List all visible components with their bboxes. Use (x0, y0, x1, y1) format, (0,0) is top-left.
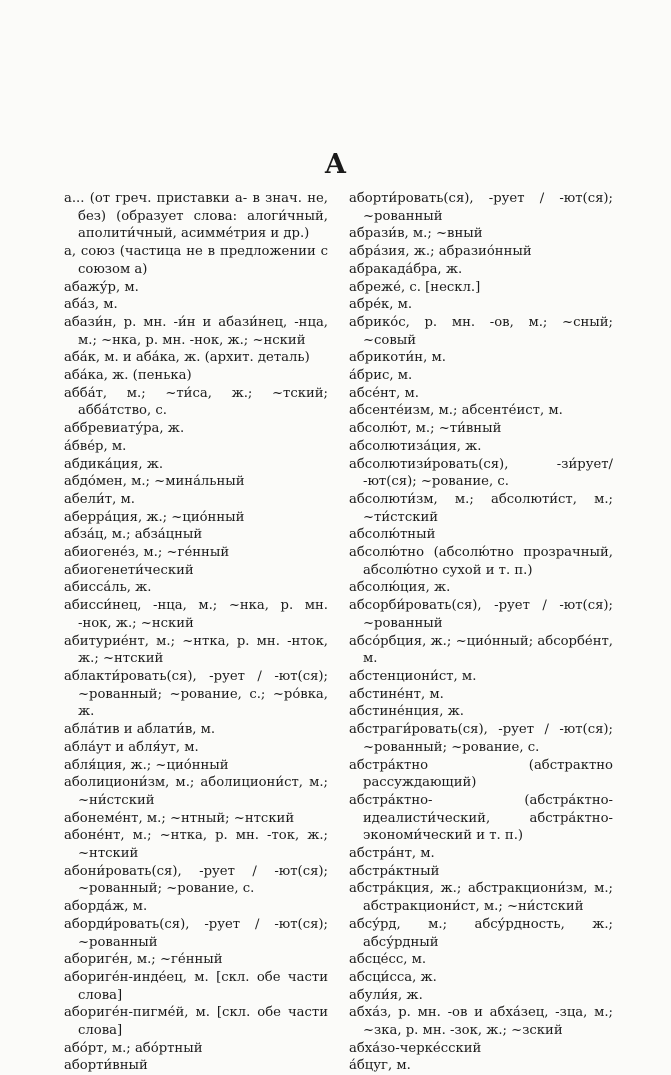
dictionary-entry: абули́я, ж. (349, 987, 423, 1003)
dictionary-entry: абажу́р, м. (64, 279, 139, 295)
dictionary-entry: абдо́мен, м.; ~мина́льный (64, 474, 245, 490)
dictionary-entry: абрази́в, м.; ~вный (349, 226, 483, 242)
dictionary-entry: абстра́ктно- (абстра́ктно-идеалисти́ческий, абстра́ктно-экономи́ческий и т. п.) (349, 792, 613, 844)
dictionary-entry: а... (от греч. приставки а- в знач. не, без) (образует слова: алоги́чный, аполити́чный, асимме́трия и др.) (64, 191, 328, 242)
dictionary-entry: абисса́ль, ж. (64, 580, 152, 596)
dictionary-entry: абисси́нец, -нца, м.; ~нка, р. мн. -нок, ж.; ~нский (64, 598, 328, 631)
section-letter: А (324, 149, 347, 180)
dictionary-entry: абза́ц, м.; абза́цный (64, 527, 203, 543)
dictionary-entry: абла́тив и аблати́в, м. (64, 722, 216, 738)
dictionary-entry: аборда́ж, м. (64, 899, 148, 915)
dictionary-entry: абля́ция, ж.; ~цио́нный (64, 757, 229, 773)
dictionary-entry: аблакти́ровать(ся), -рует / -ют(ся); ~рованный; ~рование, с.; ~ро́вка, ж. (64, 668, 328, 720)
dictionary-entry: а́бцуг, м. (349, 1058, 411, 1074)
dictionary-entry: абсолю́т, м.; ~ти́вный (349, 421, 502, 437)
dictionary-entry: абла́ут и абля́ут, м. (64, 739, 199, 755)
dictionary-entry: абра́зия, ж.; абразио́нный (349, 244, 532, 260)
dictionary-entry: абориге́н-пигме́й, м. [скл. обе части слова] (64, 1005, 328, 1039)
dictionary-entry: аборти́ровать(ся), -рует / -ют(ся); ~рованный (349, 191, 613, 224)
dictionary-entry: абстине́нт, м. (349, 686, 444, 702)
dictionary-entry: абсце́сс, м. (349, 952, 427, 968)
right-column (349, 190, 613, 1075)
left-column (64, 190, 328, 1075)
dictionary-entry: абонеме́нт, м.; ~нтный; ~нтский (64, 810, 295, 826)
dictionary-entry: абсолютизи́ровать(ся), -зи́рует/ -ют(ся); ~рование, с. (349, 456, 613, 490)
dictionary-entry: абстраги́ровать(ся), -рует / -ют(ся); ~рованный; ~рование, с. (349, 722, 613, 755)
dictionary-entry: абстра́кция, ж.; абстракциони́зм, м.; абстракциони́ст, м.; ~ни́стский (349, 881, 613, 915)
dictionary-entry: аба́к, м. и аба́ка, ж. (архит. деталь) (64, 350, 310, 366)
dictionary-entry: абели́т, м. (64, 491, 135, 507)
dictionary-entry: абдика́ция, ж. (64, 456, 164, 472)
dictionary-entry: абориге́н-инде́ец, м. [скл. обе части слова] (64, 969, 328, 1003)
dictionary-entry: абсолюти́зм, м.; абсолюти́ст, м.; ~ти́стский (349, 491, 613, 525)
dictionary-entry: абоне́нт, м.; ~нтка, р. мн. -ток, ж.; ~нтский (64, 828, 328, 862)
dictionary-entry: абракада́бра, ж. (349, 261, 463, 277)
dictionary-entry: абази́н, р. мн. -и́н и абази́нец, -нца, м.; ~нка, р. мн. -нок, ж.; ~нский (64, 314, 328, 348)
dictionary-entry: абстине́нция, ж. (349, 704, 464, 720)
dictionary-entry: аббревиату́ра, ж. (64, 421, 185, 437)
dictionary-entry: абиогене́з, м.; ~ге́нный (64, 545, 230, 561)
dictionary-entry: аба́ка, ж. (пенька) (64, 368, 192, 384)
dictionary-entry: абстенциони́ст, м. (349, 668, 477, 684)
dictionary-entry: абреже́, с. [нескл.] (349, 279, 481, 295)
dictionary-entry: абрикоти́н, м. (349, 350, 446, 366)
dictionary-entry: аберра́ция, ж.; ~цио́нный (64, 509, 245, 525)
dictionary-entry: абсолю́тный (349, 527, 436, 543)
dictionary-entry: абре́к, м. (349, 297, 413, 313)
dictionary-entry: абстра́нт, м. (349, 846, 435, 862)
dictionary-entry: абсолютиза́ция, ж. (349, 438, 482, 454)
dictionary-entry: абсорби́ровать(ся), -рует / -ют(ся); ~рованный (349, 598, 613, 631)
dictionary-entry: абха́зо-черке́сский (349, 1040, 482, 1056)
dictionary-entry: аборди́ровать(ся), -рует / -ют(ся); ~рованный (64, 916, 328, 950)
dictionary-entry: а, союз (частица не в предложении с союзом а) (64, 244, 328, 277)
dictionary-entry: абсолю́ция, ж. (349, 580, 451, 596)
dictionary-entry: абсе́нт, м. (349, 385, 419, 401)
dictionary-entry: абиогенети́ческий (64, 562, 194, 578)
dictionary-entry: абсолю́тно (абсолю́тно прозрачный, абсолю́тно сухой и т. п.) (349, 545, 613, 578)
dictionary-entry: абсу́рд, м.; абсу́рдность, ж.; абсу́рдный (349, 916, 613, 950)
dictionary-entry: абсенте́изм, м.; абсенте́ист, м. (349, 403, 563, 419)
dictionary-entry: а́бве́р, м. (64, 438, 127, 454)
dictionary-entry: а́брис, м. (349, 368, 413, 384)
dictionary-entry: абитурие́нт, м.; ~нтка, р. мн. -нток, ж.; ~нтский (64, 633, 328, 667)
dictionary-entry: абстра́ктный (349, 863, 440, 879)
dictionary-entry: абони́ровать(ся), -рует / -ют(ся); ~рованный; ~рование, с. (64, 863, 328, 897)
dictionary-entry: абсци́сса, ж. (349, 969, 437, 985)
dictionary-entry: аборти́вный (64, 1058, 148, 1074)
dictionary-entry: абориге́н, м.; ~ге́нный (64, 952, 223, 968)
dictionary-entry: абстра́ктно (абстрактно рассуждающий) (349, 757, 613, 791)
dictionary-entry: абха́з, р. мн. -ов и абха́зец, -зца, м.; ~зка, р. мн. -зок, ж.; ~зский (349, 1005, 613, 1039)
dictionary-entry: абсо́рбция, ж.; ~цио́нный; абсорбе́нт, м. (349, 633, 613, 667)
dictionary-entry: абрико́с, р. мн. -ов, м.; ~сный; ~совый (349, 314, 613, 348)
dictionary-entry: абба́т, м.; ~ти́са, ж.; ~тский; абба́тство, с. (64, 385, 328, 419)
dictionary-entry: або́рт, м.; або́ртный (64, 1040, 203, 1056)
dictionary-entry: аболициони́зм, м.; аболициони́ст, м.; ~ни́стский (64, 775, 328, 808)
dictionary-entry: аба́з, м. (64, 297, 118, 313)
